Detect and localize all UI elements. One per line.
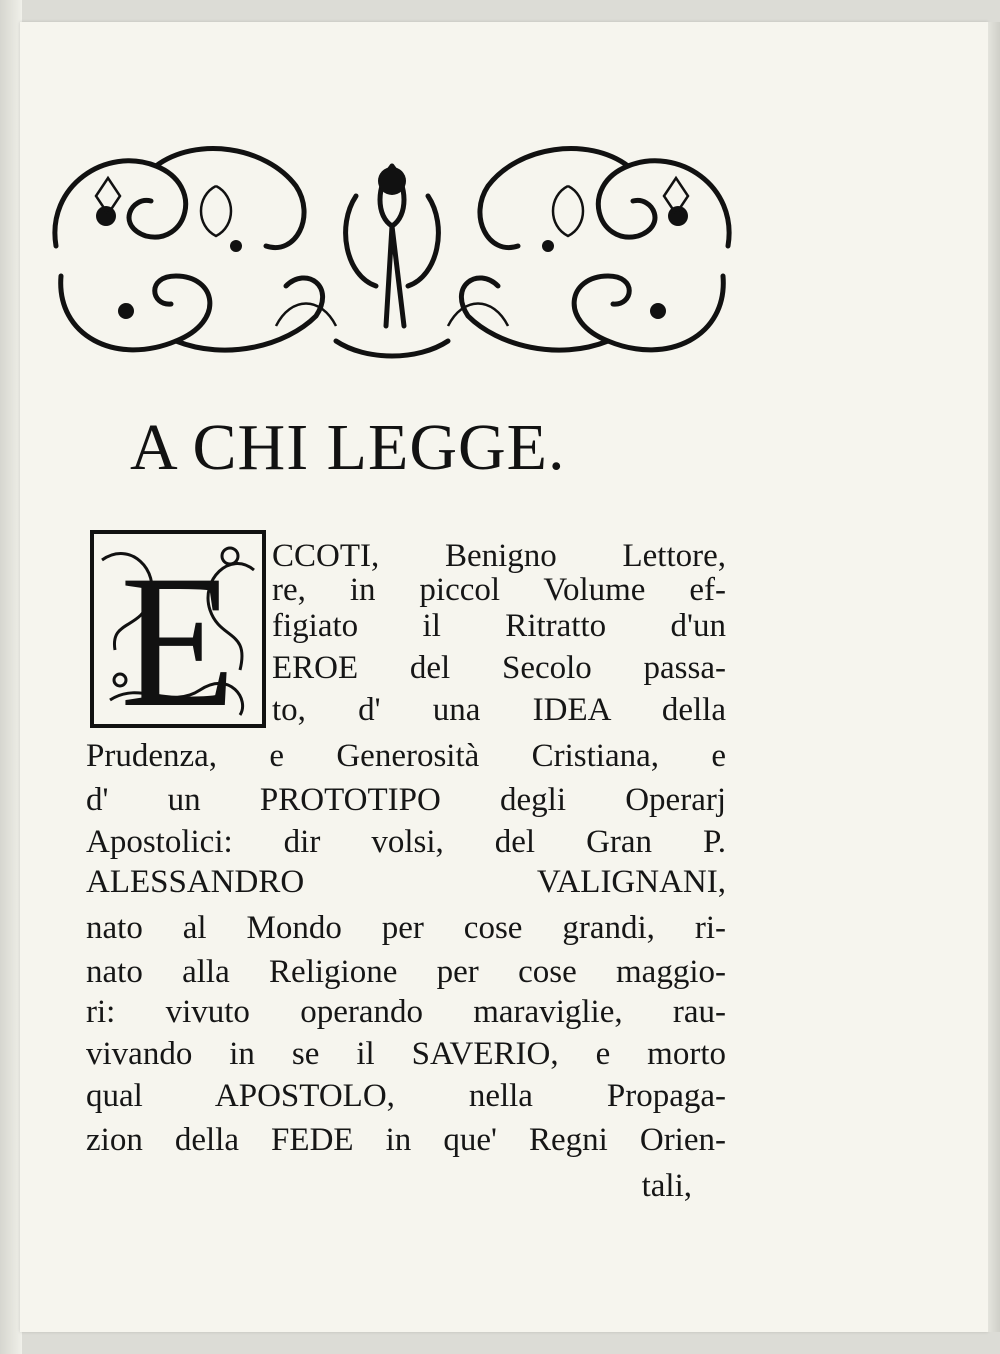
catchword: tali, — [641, 1168, 692, 1204]
text-line-15: zion della FEDE in que' Regni Orien- — [86, 1122, 726, 1158]
text-line-5: to, d' una IDEA della — [272, 692, 726, 728]
page-title: A CHI LEGGE. — [130, 411, 566, 484]
left-page-edge — [0, 0, 22, 1354]
text-line-6: Prudenza, e Generosità Cristiana, e — [86, 738, 726, 774]
text-line-9: ALESSANDRO VALIGNANI, — [86, 864, 726, 900]
text-line-8: Apostolici: dir volsi, del Gran P. — [86, 824, 726, 860]
dropcap-letter: E — [119, 537, 237, 728]
text-line-7: d' un PROTOTIPO degli Operarj — [86, 782, 726, 818]
text-line-4: EROE del Secolo passa- — [272, 650, 726, 686]
text-line-11: nato alla Religione per cose maggio- — [86, 954, 726, 990]
woodcut-headpiece-ornament — [36, 126, 748, 372]
text-line-12: ri: vivuto operando maraviglie, rau- — [86, 994, 726, 1030]
text-line-2: re, in piccol Volume ef- — [272, 572, 726, 608]
text-line-14: qual APOSTOLO, nella Propaga- — [86, 1078, 726, 1114]
text-line-1: CCOTI, Benigno Lettore, — [272, 538, 726, 574]
right-page-edge — [988, 22, 1000, 1332]
text-line-3: figiato il Ritratto d'un — [272, 608, 726, 644]
text-line-13: vivando in se il SAVERIO, e morto — [86, 1036, 726, 1072]
decorated-initial-ornament — [90, 530, 266, 728]
text-line-10: nato al Mondo per cose grandi, ri- — [86, 910, 726, 946]
